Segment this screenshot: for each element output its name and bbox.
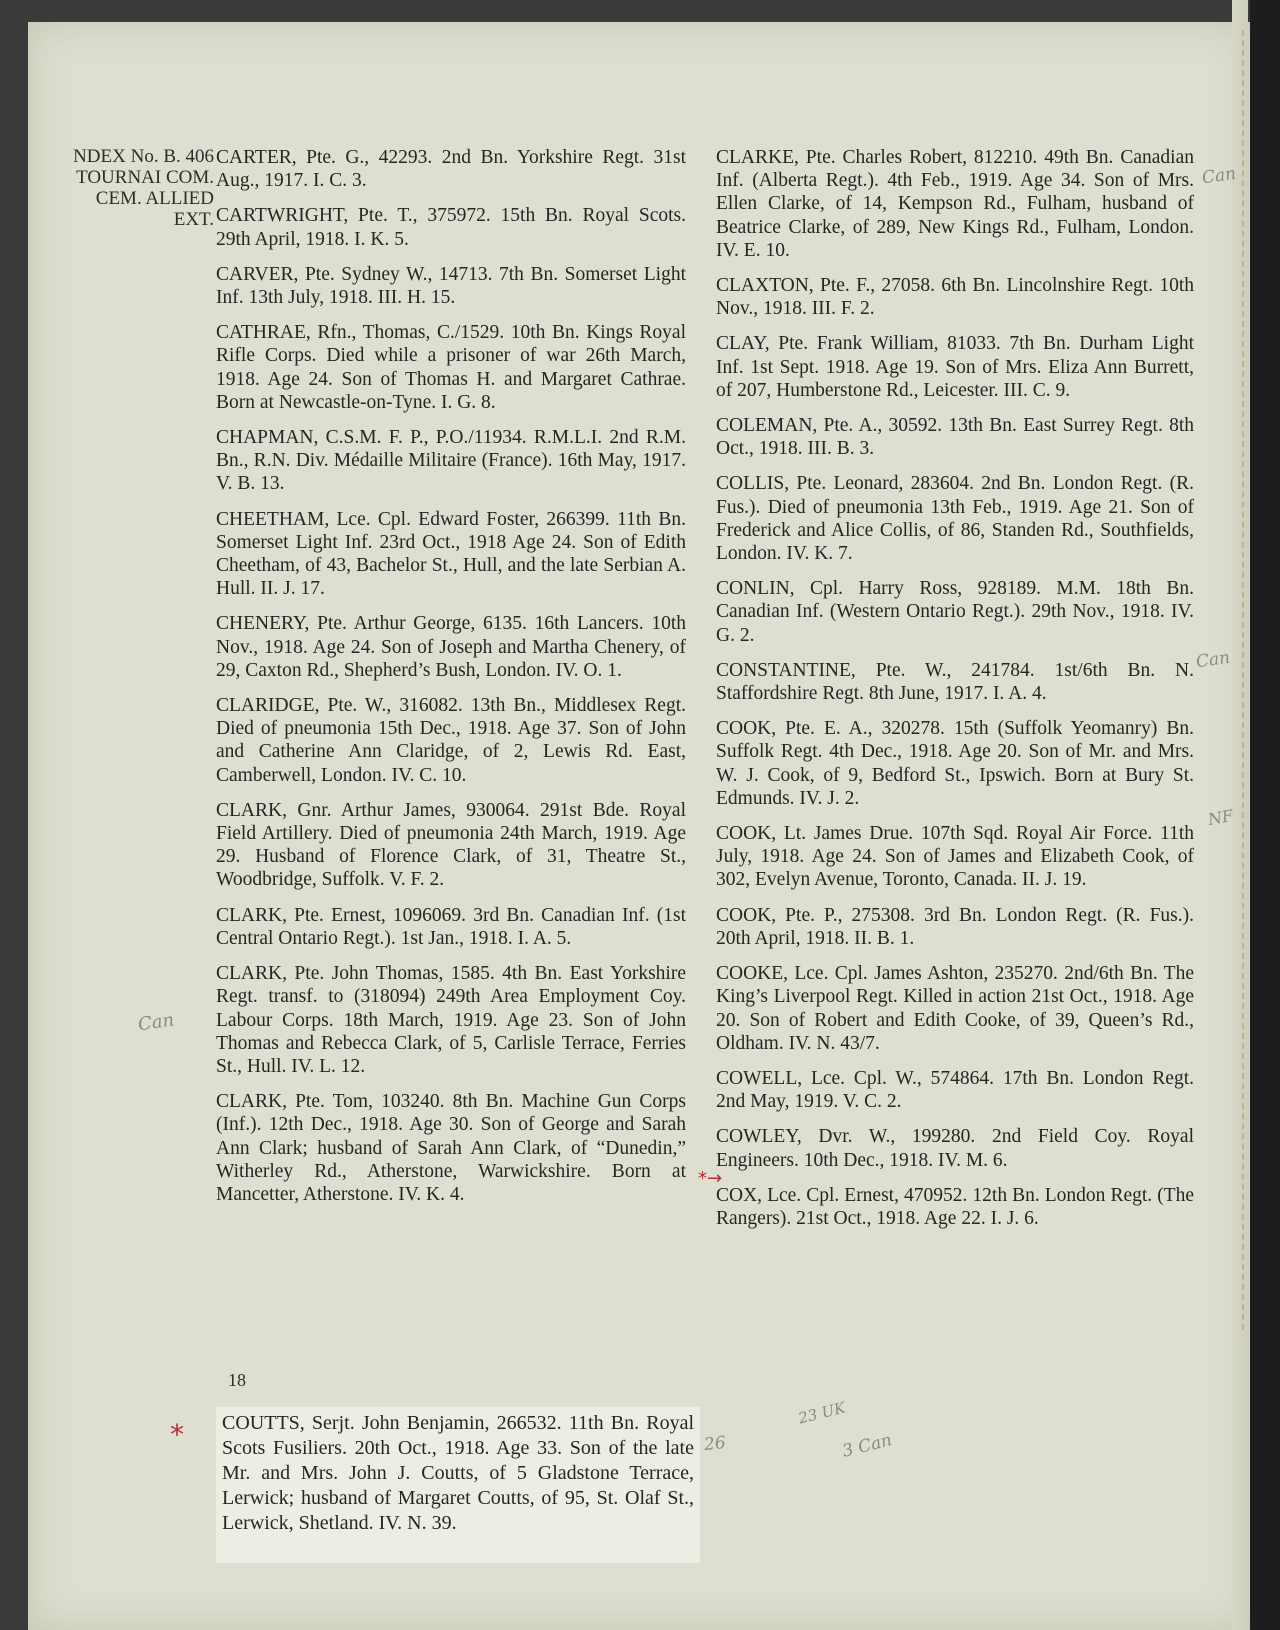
- asterisk-mark-icon: *: [170, 1418, 184, 1451]
- entry-clark-ernest: CLARK, Pte. Ernest, 1096069. 3rd Bn. Canadian Inf. (1st Central Ontario Regt.). 1st Jan., 1918. I. A. 5.: [216, 904, 686, 949]
- entry-chapman: CHAPMAN, C.S.M. F. P., P.O./11934. R.M.L.I. 2nd R.M. Bn., R.N. Div. Médaille Militaire (France). 16th May, 1917. V. B. 13.: [216, 427, 686, 495]
- entry-clark-tom: CLARK, Pte. Tom, 103240. 8th Bn. Machine Gun Corps (Inf.). 12th Dec., 1918. Age 30. Son of George and Sarah Ann Clark; husband of Sarah Ann Clark, of “Dunedin,” Witherley Rd., Atherstone, Warwickshire. Born at Mancetter, Atherstone. IV. K. 4.: [216, 1091, 686, 1205]
- entry-cheetham: CHEETHAM, Lce. Cpl. Edward Foster, 266399. 11th Bn. Somerset Light Inf. 23rd Oct., 1918 Age 24. Son of Edith Cheetham, of 43, Bachelor St., Hull, and the late Serbian A. Hull. II. J. 17.: [216, 508, 686, 600]
- entry-cooke: COOKE, Lce. Cpl. James Ashton, 235270. 2nd/6th Bn. The King’s Liverpool Regt. Killed in action 21st Oct., 1918. Age 20. Son of Robert and Edith Cooke, of 39, Queen’s Rd., Oldham. IV. N. 43/7.: [716, 963, 1194, 1054]
- entry-cook-p: COOK, Pte. P., 275308. 3rd Bn. London Regt. (R. Fus.). 20th April, 1918. II. B. 1.: [716, 904, 1194, 949]
- heading-line-2: TOURNAI COM.: [76, 167, 214, 188]
- pencil-note-23uk: 23 UK: [796, 1398, 848, 1428]
- entry-conlin: CONLIN, Cpl. Harry Ross, 928189. M.M. 18th Bn. Canadian Inf. (Western Ontario Regt.). 29th Nov., 1918. IV. G. 2.: [716, 578, 1194, 646]
- entry-clark-john: CLARK, Pte. John Thomas, 1585. 4th Bn. East Yorkshire Regt. transf. to (318094) 249th Area Employment Coy. Labour Corps. 18th March, 1919. Age 23. Son of John Thomas and Rebecca Clark, of 5, Carlisle Terrace, Ferries St., Hull. IV. L. 12.: [216, 963, 686, 1077]
- entry-cowell: COWELL, Lce. Cpl. W., 574864. 17th Bn. London Regt. 2nd May, 1919. V. C. 2.: [716, 1067, 1194, 1113]
- scan-background-strip: [1250, 0, 1280, 1630]
- entry-carver: CARVER, Pte. Sydney W., 14713. 7th Bn. Somerset Light Inf. 13th July, 1918. III. H. 15.: [216, 263, 686, 309]
- pasted-addendum-slip: COUTTS, Serjt. John Benjamin, 266532. 11th Bn. Royal Scots Fusiliers. 20th Oct., 1918. Age 33. Son of the late Mr. and Mrs. John J. Coutts, of 5 Gladstone Terrace, Lerwick; husband of Margaret Coutts, of 95, St. Olaf St., Lerwick, Shetland. IV. N. 39.: [216, 1407, 700, 1563]
- entry-claxton: CLAXTON, Pte. F., 27058. 6th Bn. Lincolnshire Regt. 10th Nov., 1918. III. F. 2.: [716, 275, 1194, 320]
- entry-coleman: COLEMAN, Pte. A., 30592. 13th Bn. East Surrey Regt. 8th Oct., 1918. III. B. 3.: [716, 415, 1194, 460]
- entry-constantine: CONSTANTINE, Pte. W., 241784. 1st/6th Bn. N. Staffordshire Regt. 8th June, 1917. I. A. 4.: [716, 659, 1194, 705]
- entry-cathrae: CATHRAE, Rfn., Thomas, C./1529. 10th Bn. Kings Royal Rifle Corps. Died while a prisoner of war 26th March, 1918. Age 24. Son of Thomas H. and Margaret Cathrae. Born at Newcastle-on-Tyne. I. G. 8.: [216, 322, 686, 413]
- entry-cowley: COWLEY, Dvr. W., 199280. 2nd Field Coy. Royal Engineers. 10th Dec., 1918. IV. M. 6.: [716, 1126, 1194, 1171]
- entry-cartwright: CARTWRIGHT, Pte. T., 375972. 15th Bn. Royal Scots. 29th April, 1918. I. K. 5.: [216, 205, 686, 250]
- heading-line-1: NDEX No. B. 406: [73, 146, 214, 167]
- cemetery-heading: [0, 146, 214, 230]
- entry-carter: CARTER, Pte. G., 42293. 2nd Bn. Yorkshire Regt. 31st Aug., 1917. I. C. 3.: [216, 147, 686, 192]
- entry-clarke: CLARKE, Pte. Charles Robert, 812210. 49th Bn. Canadian Inf. (Alberta Regt.). 4th Feb., 1919. Age 34. Son of Mrs. Ellen Clarke, of 14, Kempson Rd., Fulham, husband of Beatrice Clarke, of 289, New Kings Rd., Fulham, London. IV. E. 10.: [716, 147, 1194, 261]
- entry-cook-ea: COOK, Pte. E. A., 320278. 15th (Suffolk Yeomanry) Bn. Suffolk Regt. 4th Dec., 1918. Age 20. Son of Mr. and Mrs. W. J. Cook, of 9, Bedford St., Ipswich. Born at Bury St. Edmunds. IV. J. 2.: [716, 718, 1194, 809]
- pencil-note-26: 26: [703, 1432, 727, 1456]
- heading-line-4: EXT.: [173, 209, 214, 230]
- entry-collis: COLLIS, Pte. Leonard, 283604. 2nd Bn. London Regt. (R. Fus.). Died of pneumonia 13th Feb., 1919. Age 21. Son of Frederick and Alice Collis, of 86, Standen Rd., Southfields, London. IV. K. 7.: [716, 473, 1194, 565]
- pencil-note-can-3: Can: [136, 1009, 176, 1036]
- entry-claridge: CLARIDGE, Pte. W., 316082. 13th Bn., Middlesex Regt. Died of pneumonia 15th Dec., 1918. Age 37. Son of John and Catherine Ann Claridge, of 2, Lewis Rd. East, Camberwell, London. IV. C. 10.: [216, 695, 686, 786]
- pencil-note-3can: 3 Can: [840, 1430, 894, 1462]
- entry-cook-james: COOK, Lt. James Drue. 107th Sqd. Royal Air Force. 11th July, 1918. Age 24. Son of James and Elizabeth Cook, of 302, Evelyn Avenue, Toronto, Canada. II. J. 19.: [716, 823, 1194, 891]
- entry-clark-arthur: CLARK, Gnr. Arthur James, 930064. 291st Bde. Royal Field Artillery. Died of pneumonia 24th March, 1919. Age 29. Husband of Florence Clark, of 31, Theatre St., Woodbridge, Suffolk. V. F. 2.: [216, 799, 686, 891]
- entry-clay: CLAY, Pte. Frank William, 81033. 7th Bn. Durham Light Inf. 1st Sept. 1918. Age 19. Son of Mrs. Eliza Ann Burrett, of 207, Humberstone Rd., Leicester. III. C. 9.: [716, 333, 1194, 401]
- entry-cox: COX, Lce. Cpl. Ernest, 470952. 12th Bn. London Regt. (The Rangers). 21st Oct., 1918. Age 22. I. J. 6.: [716, 1184, 1194, 1229]
- asterisk-arrow-mark-icon: *→: [698, 1168, 723, 1189]
- pencil-note-can-1: Can: [1200, 163, 1238, 189]
- page-number: 18: [228, 1370, 246, 1390]
- pencil-note-can-2: Can: [1194, 647, 1232, 673]
- page-edge-rule: [1242, 30, 1246, 1330]
- right-column: [716, 146, 1194, 1242]
- entry-chenery: CHENERY, Pte. Arthur George, 6135. 16th Lancers. 10th Nov., 1918. Age 24. Son of Joseph and Martha Chenery, of 29, Caxton Rd., Shepherd’s Bush, London. IV. O. 1.: [216, 613, 686, 681]
- left-column: [216, 146, 686, 1218]
- heading-line-3: CEM. ALLIED: [95, 188, 214, 209]
- pencil-note-nf: NF: [1206, 805, 1235, 830]
